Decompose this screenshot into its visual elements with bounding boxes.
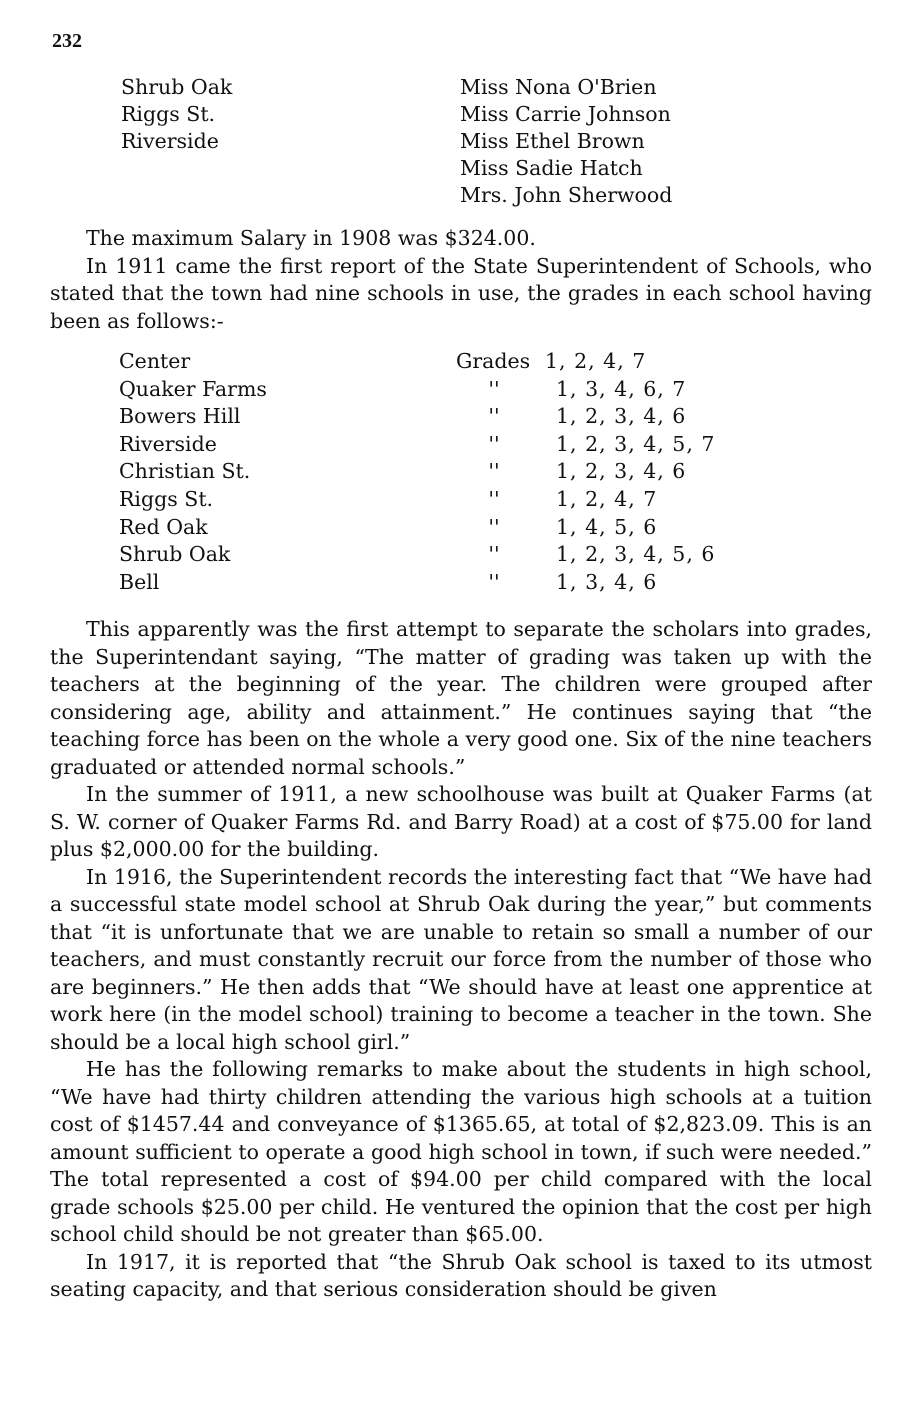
intro-text [50, 225, 872, 335]
grade-school: Shrub Oak [119, 542, 231, 567]
ditto-mark: '' [488, 404, 500, 429]
paragraph: He has the following remarks to make about the students in high school, “We have had thirty children attending the various high schools at a tuition cost of $1457.44 and conveyance of $1365.65, at total of $2,823.09. This is an amount sufficient to operate a good high school in town, if such were needed.” The total represented a cost of $94.00 per child compared with the local grade schools $25.00 per child. He ventured the opinion that the cost per high school child should be not greater than $65.00. [50, 1057, 872, 1246]
ditto-mark: '' [488, 542, 500, 567]
grade-school: Bowers Hill [119, 404, 241, 429]
grade-school: Red Oak [119, 514, 208, 539]
grade-school: Bell [119, 569, 160, 594]
grade-list: 1, 2, 3, 4, 5, 6 [556, 542, 716, 567]
paragraph: In 1917, it is reported that “the Shrub Oak school is taxed to its utmost seating capacity, and that serious consideration should be given [50, 1249, 872, 1301]
ditto-mark: '' [488, 569, 500, 594]
grade-list: 1, 3, 4, 6, 7 [556, 376, 687, 401]
teacher-school: Riverside [121, 129, 219, 153]
grade-list: 1, 2, 3, 4, 6 [556, 404, 687, 429]
teacher-name: Mrs. John Sherwood [460, 183, 673, 207]
teacher-name: Miss Nona O'Brien [460, 75, 657, 99]
ditto-mark: '' [488, 431, 500, 456]
teacher-name: Miss Sadie Hatch [460, 156, 643, 180]
grade-list: 1, 3, 4, 6 [556, 569, 658, 594]
paragraph: This apparently was the first attempt to separate the scholars into grades, the Superintendant saying, “The matter of grading was taken up with the teachers at the beginning of the year. The children were grouped after considering age, ability and attainment.” He continues saying that “the teaching force has been on the whole a very good one. Six of the nine teachers graduated or attended normal schools.” [50, 617, 872, 779]
paragraph: In 1911 came the first report of the State Superintendent of Schools, who stated that the town had nine schools in use, the grades in each school having been as follows:- [50, 253, 872, 333]
grade-school: Riggs St. [119, 486, 214, 511]
teacher-row [0, 101, 900, 128]
paragraph: In 1916, the Superintendent records the interesting fact that “We have had a successful state model school at Shrub Oak during the year,” but comments that “it is unfortunate that we are unable to retain so small a number of our teachers, and must constantly recruit our force from the number of those who are beginners.” He then adds that “We should have at least one apprentice at work here (in the model school) training to become a teacher in the town. She should be a local high school girl.” [50, 864, 872, 1054]
grade-row [0, 458, 900, 486]
grade-row [0, 569, 900, 597]
grade-row [0, 541, 900, 569]
grades-label: Grades [456, 349, 531, 373]
grade-school: Christian St. [119, 459, 251, 484]
ditto-mark: '' [488, 459, 500, 484]
paragraph: In the summer of 1911, a new schoolhouse was built at Quaker Farms (at S. W. corner of Quaker Farms Rd. and Barry Road) at a cost of $75.00 for land plus $2,000.00 for the building. [50, 782, 872, 861]
grade-school: Center [119, 349, 191, 373]
grade-list: 1, 2, 3, 4, 6 [556, 459, 687, 484]
teacher-name: Miss Carrie Johnson [460, 102, 671, 126]
grade-school: Quaker Farms [119, 376, 267, 401]
grade-list: 1, 2, 4, 7 [545, 349, 647, 373]
grade-row [0, 486, 900, 514]
main-text [50, 616, 872, 1304]
teacher-row [0, 128, 900, 155]
teacher-school: Riggs St. [121, 102, 216, 126]
grade-row [0, 514, 900, 542]
grade-school: Riverside [119, 431, 217, 456]
teacher-list [0, 74, 900, 209]
grades-table [0, 348, 900, 596]
grade-list: 1, 2, 3, 4, 5, 7 [556, 431, 716, 456]
ditto-mark: '' [488, 376, 500, 401]
grade-row [0, 403, 900, 431]
ditto-mark: '' [488, 486, 500, 511]
teacher-row [0, 182, 900, 209]
grade-list: 1, 4, 5, 6 [556, 514, 658, 539]
ditto-mark: '' [488, 514, 500, 539]
teacher-school: Shrub Oak [121, 75, 233, 99]
grade-row [0, 348, 900, 376]
grade-row [0, 376, 900, 404]
grade-list: 1, 2, 4, 7 [556, 486, 658, 511]
teacher-name: Miss Ethel Brown [460, 129, 645, 153]
teacher-row [0, 74, 900, 101]
grade-row [0, 431, 900, 459]
paragraph: The maximum Salary in 1908 was $324.00. [86, 226, 536, 250]
teacher-row [0, 155, 900, 182]
page-number: 232 [52, 30, 82, 52]
